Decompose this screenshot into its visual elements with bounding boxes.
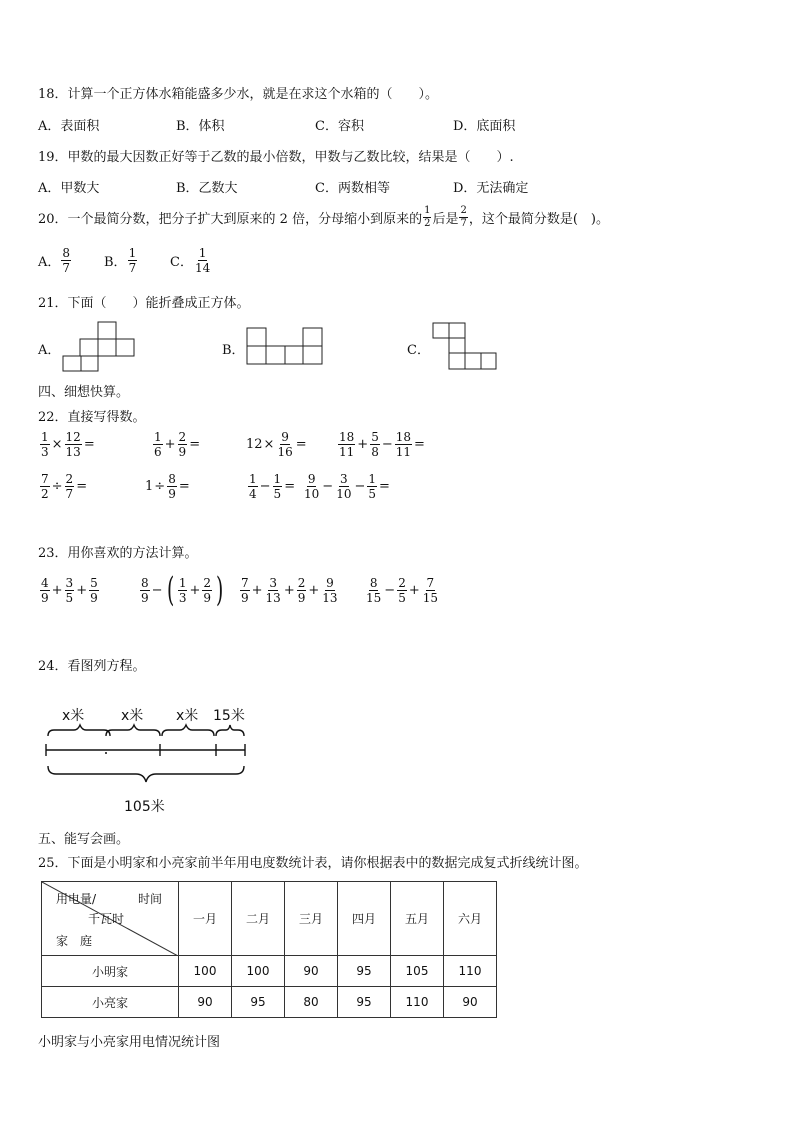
section-5-heading: 五、能写会画。 bbox=[38, 832, 130, 847]
segment-label-1: x米 bbox=[62, 708, 85, 724]
q18-option-d[interactable]: D．底面积 bbox=[453, 119, 516, 134]
question-22: 22．直接写得数。 bbox=[38, 410, 146, 425]
q23-expr-3: $\frac{7}{9}$ + $\frac{3}{13}$ + $\frac{2}{9}$ + $\frac{9}{13}$ bbox=[241, 576, 338, 605]
month-header: 五月 bbox=[391, 882, 444, 956]
q22-expr-2: $\frac{1}{6}$ + $\frac{2}{9}$ = bbox=[154, 430, 201, 459]
line-segment-diagram bbox=[40, 722, 250, 794]
usage-value: 90 bbox=[179, 987, 232, 1018]
total-length-label: 105米 bbox=[124, 799, 165, 815]
q20-option-c-fraction: $\frac{1}{14}$ bbox=[194, 246, 211, 275]
q23-expr-4: $\frac{8}{15}$ − $\frac{2}{5}$ + $\frac{7}{15}$ bbox=[366, 576, 439, 605]
q20-option-a-fraction: $\frac{8}{7}$ bbox=[62, 246, 71, 275]
question-24: 24．看图列方程。 bbox=[38, 659, 146, 674]
chart-caption: 小明家与小亮家用电情况统计图 bbox=[38, 1035, 221, 1050]
q22-expr-1: $\frac{1}{3}$ × $\frac{12}{13}$ = bbox=[41, 430, 95, 459]
q20-fraction-two-sevenths: $\frac{2}{7}$ bbox=[460, 205, 467, 229]
q22-expr-5: $\frac{7}{2}$ ÷ $\frac{2}{7}$ = bbox=[41, 472, 88, 501]
month-header: 二月 bbox=[232, 882, 285, 956]
q22-expr-3: 12 × $\frac{9}{16}$ = bbox=[246, 430, 307, 459]
q18-option-c[interactable]: C．容积 bbox=[315, 119, 364, 134]
usage-value: 110 bbox=[444, 956, 497, 987]
usage-value: 80 bbox=[285, 987, 338, 1018]
q19-option-d[interactable]: D．无法确定 bbox=[453, 181, 529, 196]
q23-expr-2: $\frac{8}{9}$ − ( $\frac{1}{3}$ + $\frac{2}{9}$ ) bbox=[141, 570, 224, 610]
usage-value: 90 bbox=[444, 987, 497, 1018]
usage-value: 100 bbox=[232, 956, 285, 987]
q22-expr-8: $\frac{9}{10}$ − $\frac{3}{10}$ − $\frac{1}{5}$ = bbox=[304, 472, 390, 501]
usage-value: 90 bbox=[285, 956, 338, 987]
section-4-heading: 四、细想快算。 bbox=[38, 385, 130, 400]
usage-value: 95 bbox=[338, 956, 391, 987]
usage-value: 100 bbox=[179, 956, 232, 987]
q20-option-b[interactable] bbox=[104, 247, 138, 274]
q22-expr-4: $\frac{18}{11}$ + $\frac{5}{8}$ − $\frac{18}{11}$ = bbox=[339, 430, 425, 459]
month-header: 六月 bbox=[444, 882, 497, 956]
q20-option-b-fraction: $\frac{1}{7}$ bbox=[128, 246, 137, 275]
cube-net-c bbox=[432, 322, 498, 371]
q22-expr-6: 1 ÷ $\frac{8}{9}$ = bbox=[145, 472, 190, 501]
month-header: 三月 bbox=[285, 882, 338, 956]
segment-label-4: 15米 bbox=[213, 708, 245, 724]
q20-text-b: 后是 bbox=[432, 212, 459, 227]
q21-option-a[interactable]: A． bbox=[38, 343, 61, 358]
q23-expr-1: $\frac{4}{9}$ + $\frac{3}{5}$ + $\frac{5}{9}$ bbox=[41, 576, 98, 605]
q19-option-b[interactable]: B．乙数大 bbox=[176, 181, 238, 196]
table-row bbox=[42, 956, 497, 987]
usage-value: 110 bbox=[391, 987, 444, 1018]
q19-option-a[interactable]: A．甲数大 bbox=[38, 181, 100, 196]
cube-net-b bbox=[246, 327, 324, 365]
q19-option-c[interactable]: C．两数相等 bbox=[315, 181, 390, 196]
family-name: 小明家 bbox=[42, 956, 179, 987]
usage-value: 105 bbox=[391, 956, 444, 987]
question-18: 18．计算一个正方体水箱能盛多少水，就是在求这个水箱的（ ）。 bbox=[38, 87, 439, 102]
question-23: 23．用你喜欢的方法计算。 bbox=[38, 546, 198, 561]
q18-option-a[interactable]: A．表面积 bbox=[38, 119, 100, 134]
question-19: 19．甲数的最大因数正好等于乙数的最小倍数，甲数与乙数比较，结果是（ ）. bbox=[38, 150, 514, 165]
question-20 bbox=[38, 206, 609, 229]
question-25: 25．下面是小明家和小亮家前半年用电度数统计表，请你根据表中的数据完成复式折线统计图。 bbox=[38, 856, 588, 871]
q22-expr-7: $\frac{1}{4}$ − $\frac{1}{5}$ = bbox=[249, 472, 296, 501]
q20-option-a-label: A． bbox=[38, 255, 61, 270]
q20-text-a: 20．一个最简分数，把分子扩大到原来的 2 倍，分母缩小到原来的 bbox=[38, 212, 423, 227]
month-header: 四月 bbox=[338, 882, 391, 956]
question-21: 21．下面（ ）能折叠成正方体。 bbox=[38, 296, 250, 311]
electricity-usage-table bbox=[41, 881, 497, 1018]
q21-option-b[interactable]: B． bbox=[222, 343, 245, 358]
cube-net-a bbox=[62, 320, 136, 372]
q20-text-c: ，这个最简分数是( )。 bbox=[468, 212, 609, 227]
usage-value: 95 bbox=[232, 987, 285, 1018]
table-diagonal-header: 用电量/ 时间 千瓦时 家 庭 bbox=[42, 882, 179, 956]
q20-option-a[interactable] bbox=[38, 247, 72, 274]
q21-option-c[interactable]: C． bbox=[407, 343, 430, 358]
segment-label-2: x米 bbox=[121, 708, 144, 724]
month-header: 一月 bbox=[179, 882, 232, 956]
q20-option-c-label: C． bbox=[170, 255, 193, 270]
q18-option-b[interactable]: B．体积 bbox=[176, 119, 225, 134]
q20-fraction-half: $\frac{1}{2}$ bbox=[424, 205, 431, 229]
family-name: 小亮家 bbox=[42, 987, 179, 1018]
q20-option-b-label: B． bbox=[104, 255, 127, 270]
q20-option-c[interactable] bbox=[170, 247, 212, 274]
table-row bbox=[42, 987, 497, 1018]
usage-value: 95 bbox=[338, 987, 391, 1018]
segment-label-3: x米 bbox=[176, 708, 199, 724]
